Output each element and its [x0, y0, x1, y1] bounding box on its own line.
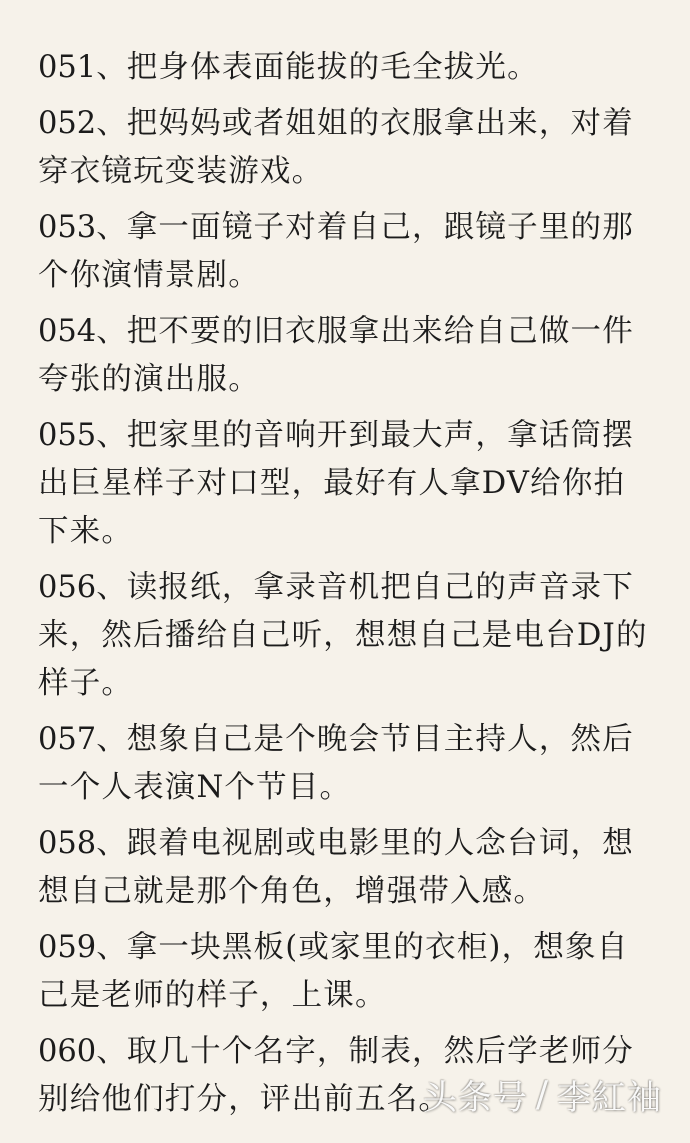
- item-number: 051、: [38, 50, 127, 85]
- list-item: [38, 716, 654, 812]
- list-item: [38, 564, 654, 708]
- watermark-separator: /: [535, 1074, 549, 1115]
- item-number: 057、: [38, 722, 127, 757]
- list-item: [38, 308, 654, 404]
- item-text: 把不要的旧衣服拿出来给自己做一件夸张的演出服。: [38, 314, 634, 397]
- item-text: 把妈妈或者姐姐的衣服拿出来，对着穿衣镜玩变装游戏。: [38, 106, 634, 189]
- item-text: 把身体表面能拔的毛全拔光。: [126, 50, 539, 85]
- item-number: 058、: [38, 826, 127, 861]
- watermark-source: 头条号: [422, 1078, 528, 1118]
- item-number: 053、: [38, 210, 127, 245]
- item-text: 拿一块黑板(或家里的衣柜)，想象自己是老师的样子，上课。: [38, 930, 629, 1013]
- watermark-author: 李紅袖: [557, 1078, 662, 1118]
- item-text: 拿一面镜子对着自己，跟镜子里的那个你演情景剧。: [38, 210, 634, 293]
- watermark: [423, 1070, 662, 1119]
- item-number: 054、: [38, 314, 127, 349]
- list-item: [38, 100, 654, 196]
- list-item: [38, 204, 654, 300]
- item-text: 读报纸，拿录音机把自己的声音录下来，然后播给自己听，想想自己是电台DJ的样子。: [38, 570, 648, 701]
- item-number: 056、: [38, 570, 127, 605]
- item-number: 052、: [38, 106, 127, 141]
- list-item: [38, 44, 654, 92]
- list-item: [38, 820, 654, 916]
- list-item: [38, 924, 654, 1020]
- item-text: 把家里的音响开到最大声，拿话筒摆出巨星样子对口型，最好有人拿DV给你拍下来。: [38, 418, 634, 549]
- item-text: 跟着电视剧或电影里的人念台词，想想自己就是那个角色，增强带入感。: [38, 826, 634, 909]
- item-number: 059、: [38, 930, 127, 965]
- item-number: 060、: [38, 1034, 127, 1069]
- item-number: 055、: [38, 418, 127, 453]
- list-item: [38, 412, 654, 556]
- item-text: 取几十个名字，制表，然后学老师分别给他们打分，评出前五名。: [38, 1034, 634, 1117]
- item-text: 想象自己是个晚会节目主持人，然后一个人表演N个节目。: [38, 722, 634, 805]
